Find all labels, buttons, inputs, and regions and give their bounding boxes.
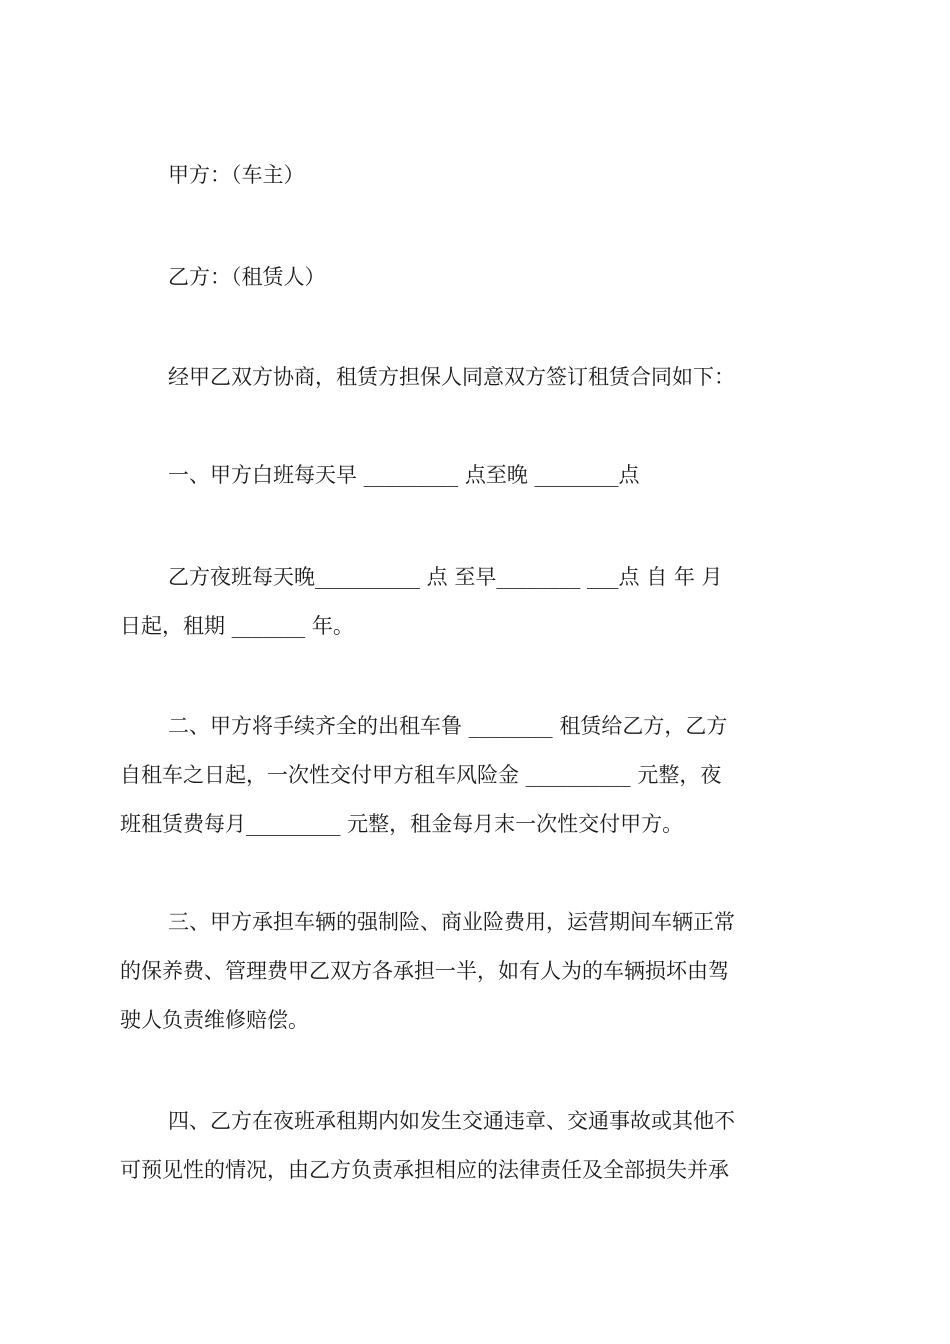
- clause-2-line-2: 自租车之日起，一次性交付甲方租车风险金 __________ 元整，夜: [120, 763, 722, 787]
- clause-4-line-2: 可预见性的情况，由乙方负责承担相应的法律责任及全部损失并承: [120, 1158, 729, 1182]
- clause-4-paragraph: [120, 1097, 832, 1195]
- party-b-paragraph: [120, 253, 832, 302]
- clause-2-paragraph: [120, 702, 832, 849]
- party-a-paragraph: [120, 151, 832, 200]
- clause-3-line-1: 三、甲方承担车辆的强制险、商业险费用，运营期间车辆正常: [168, 910, 735, 934]
- intro-paragraph: [120, 353, 832, 402]
- clause-1-paragraph: [120, 451, 832, 500]
- clause-4-line-1: 四、乙方在夜班承租期内如发生交通违章、交通事故或其他不: [168, 1109, 735, 1133]
- party-a-line: 甲方：（车主）: [168, 163, 305, 187]
- intro-line: 经甲乙双方协商，租赁方担保人同意双方签订租赁合同如下：: [168, 365, 735, 389]
- clause-1-line-3: 日起，租期 _______ 年。: [120, 614, 354, 638]
- clause-3-line-2: 的保养费、管理费甲乙双方各承担一半，如有人为的车辆损坏由驾: [120, 959, 729, 983]
- clause-2-line-1: 二、甲方将手续齐全的出租车鲁 ________ 租赁给乙方，乙方: [168, 714, 728, 738]
- clause-1-line-2: 乙方夜班每天晚__________ 点 至早________ ___点 自 年 月: [168, 565, 723, 589]
- clause-3-line-3: 驶人负责维修赔偿。: [120, 1008, 309, 1032]
- party-b-line: 乙方：（租赁人）: [168, 265, 326, 289]
- clause-2-line-3: 班租赁费每月_________ 元整，租金每月末一次性交付甲方。: [120, 812, 684, 836]
- clause-1-line-1: 一、甲方白班每天早 _________ 点至晚 ________点: [168, 463, 640, 487]
- clause-1-continued-paragraph: [120, 553, 832, 651]
- clause-3-paragraph: [120, 898, 832, 1045]
